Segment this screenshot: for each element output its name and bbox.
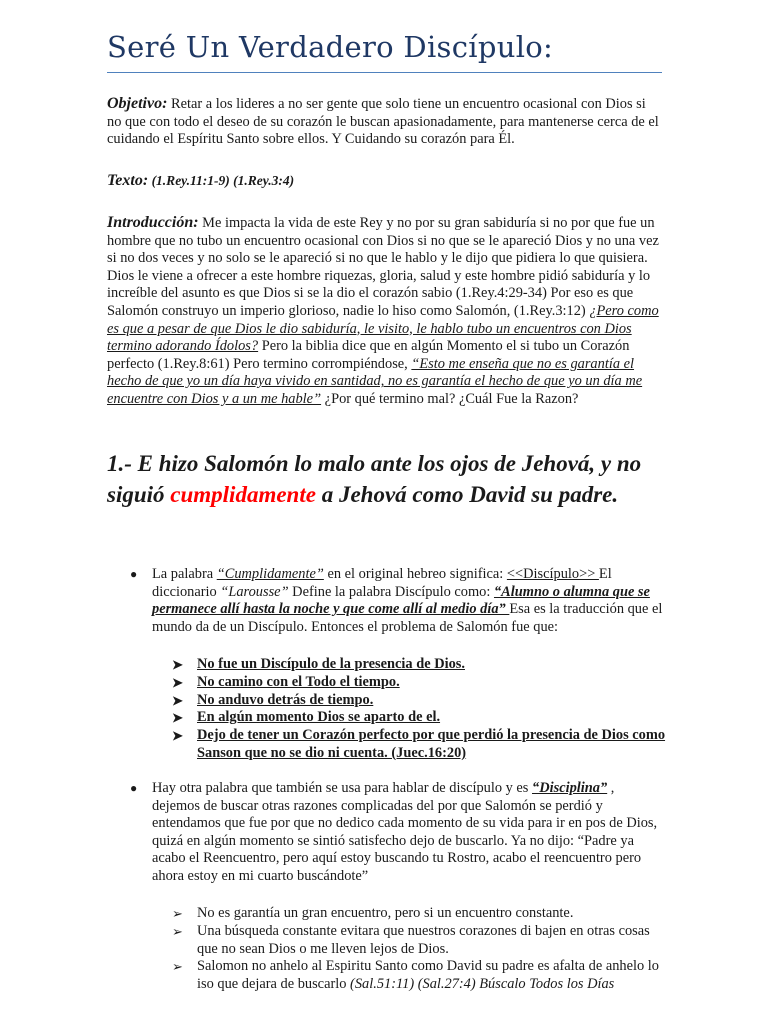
list-item-reference: (Sal.51:11) (Sal.27:4) Búscalo Todos los Días <box>350 976 615 993</box>
list-item <box>172 656 667 674</box>
arrow-bullet-icon: ➤ <box>172 674 183 690</box>
arrow-list-problems <box>172 656 667 763</box>
section-heading-text-2: a Jehová como David su padre. <box>315 482 619 507</box>
introduccion-label: Introducción: <box>107 214 199 231</box>
section-heading-text: 1.- E hizo Salomón lo malo ante los ojos de Jehová, y no siguió <box>107 451 642 507</box>
bullet-text: en el original hebreo significa: <box>323 566 507 582</box>
arrow-list-busqueda <box>172 905 667 994</box>
list-item-text: Salomon no anhelo al Espiritu Santo como David su padre es afalta de anhelo lo iso que dejara de buscarlo <box>197 958 659 993</box>
objetivo-paragraph <box>107 95 663 149</box>
bullet-keyword: “Disciplina” <box>532 780 608 796</box>
bullet-text: , dejemos de buscar otras razones complicadas del por que Salomón se perdió y entendamos que fue por que no dedico cada momento de su vida para ir en pos de Dios, quizá en algún momento se sintió satisfecho dejo de buscarlo. Ya no dijo: “Padre ya acabo el Reencuentro, pero aquí estoy buscando tu Rostro, acabo el reencuentro pero ahora estoy en mi cuarto buscándote” <box>152 780 658 884</box>
list-item-text: No camino con el Todo el tiempo. <box>197 673 400 690</box>
arrow-bullet-icon: ➢ <box>172 923 183 939</box>
texto-references: (1.Rey.11:1-9) (1.Rey.3:4) <box>148 173 295 188</box>
list-item-text: No es garantía un gran encuentro, pero si un encuentro constante. <box>197 905 574 921</box>
bullet-text: Esa es la traducción que el mundo da de un Discípulo. Entonces el problema de Salomón fue que: <box>152 601 663 635</box>
arrow-bullet-icon: ➢ <box>172 959 183 975</box>
section-heading <box>107 448 667 510</box>
objetivo-label: Objetivo: <box>107 95 168 112</box>
page-title: Seré Un Verdadero Discípulo: <box>107 30 554 64</box>
introduccion-paragraph <box>107 214 663 409</box>
bullet-source: “Larousse” <box>220 583 289 600</box>
bullet-icon: ● <box>130 781 138 795</box>
arrow-bullet-icon: ➤ <box>172 728 183 744</box>
texto-label: Texto: <box>107 172 149 189</box>
arrow-bullet-icon: ➤ <box>172 692 183 708</box>
list-item-text: Una búsqueda constante evitara que nuestros corazones di bajen en otras cosas que no sean Dios o me lleven lejos de Dios. <box>197 922 650 957</box>
list-item <box>172 905 667 923</box>
list-item-text: No anduvo detrás de tiempo. <box>197 691 374 708</box>
list-item <box>172 691 667 710</box>
list-item <box>172 922 667 959</box>
bullet-definition: “Alumno o alumna que se permanece allí hasta la noche y que come allí al medio día” <box>152 583 650 618</box>
bullet-text: La palabra <box>152 566 217 582</box>
bullet-text: Define la palabra Discípulo como: <box>288 583 494 600</box>
objetivo-text: Retar a los lideres a no ser gente que solo tiene un encuentro ocasional con Dios si no que con todo el deseo de su corazón le buscan apasionadamente, para mantenerse cerca de el cuidando el Espíritu Santo sobre ellos. Y Cuidando su corazón para Él. <box>107 96 659 148</box>
bullet-item-cumplidamente <box>130 566 664 636</box>
bullet-text: Hay otra palabra que también se usa para hablar de discípulo y es <box>152 780 533 796</box>
bullet-keyword-discipulo: <<Discípulo>> <box>506 566 599 582</box>
bullet-icon: ● <box>130 567 138 581</box>
arrow-bullet-icon: ➢ <box>172 906 183 921</box>
list-item-text: Dejo de tener un Corazón perfecto por que perdió la presencia de Dios como Sanson que no se dio ni cuenta. (Juec.16:20) <box>197 727 666 761</box>
list-item <box>172 709 667 727</box>
bullet-keyword: “Cumplidamente” <box>216 566 324 582</box>
section-heading-highlight: cumplidamente <box>170 482 316 507</box>
introduccion-question: ¿Pero como es que a pesar de que Dios le dio sabiduría, le visito, le hablo tubo un encuentros con Dios termino adorando Ídolos? <box>107 302 659 355</box>
list-item-text: No fue un Discípulo de la presencia de Dios. <box>197 656 465 672</box>
introduccion-quote: “Esto me enseña que no es garantía el hecho de que yo un día haya vivido en santidad, no es garantía el hecho de que yo un día me encuentre con Dios y a un me hable” <box>107 355 643 407</box>
texto-paragraph <box>107 172 663 191</box>
introduccion-text-2: Pero la biblia dice que en algún Momento el si tubo un Corazón perfecto (1.Rey.8:61) Pero termino corrompiéndose, <box>107 338 630 372</box>
arrow-bullet-icon: ➤ <box>172 657 183 672</box>
list-item-text: En algún momento Dios se aparto de el. <box>197 709 441 726</box>
title-underline <box>107 72 662 73</box>
bullet-item-disciplina <box>130 780 664 886</box>
list-item <box>172 958 667 994</box>
bullet-text: El diccionario <box>152 566 612 600</box>
list-item <box>172 673 667 692</box>
introduccion-text: Me impacta la vida de este Rey y no por su gran sabiduría si no por que fue un hombre que no tubo un encuentro ocasional con Dios si no que se le apareció Dios y no una vez si no dos veces y no solo se le apareció si no que le hablo y le dijo que pidiera lo que quisiera. Dios le viene a ofrecer a este hombre riquezas, gloria, salud y este hombre pidió sabiduría y lo increíble del asunto es que Dios si se la dio el corazón sabio (1.Rey.4:29-34) Por eso es que Salomón construyo un imperio glorioso, nadie lo hiso como Salomón, (1.Rey.3:12) <box>107 215 659 319</box>
list-item <box>172 727 667 763</box>
introduccion-text-3: ¿Por qué termino mal? ¿Cuál Fue la Razon? <box>321 390 579 407</box>
arrow-bullet-icon: ➤ <box>172 710 183 726</box>
